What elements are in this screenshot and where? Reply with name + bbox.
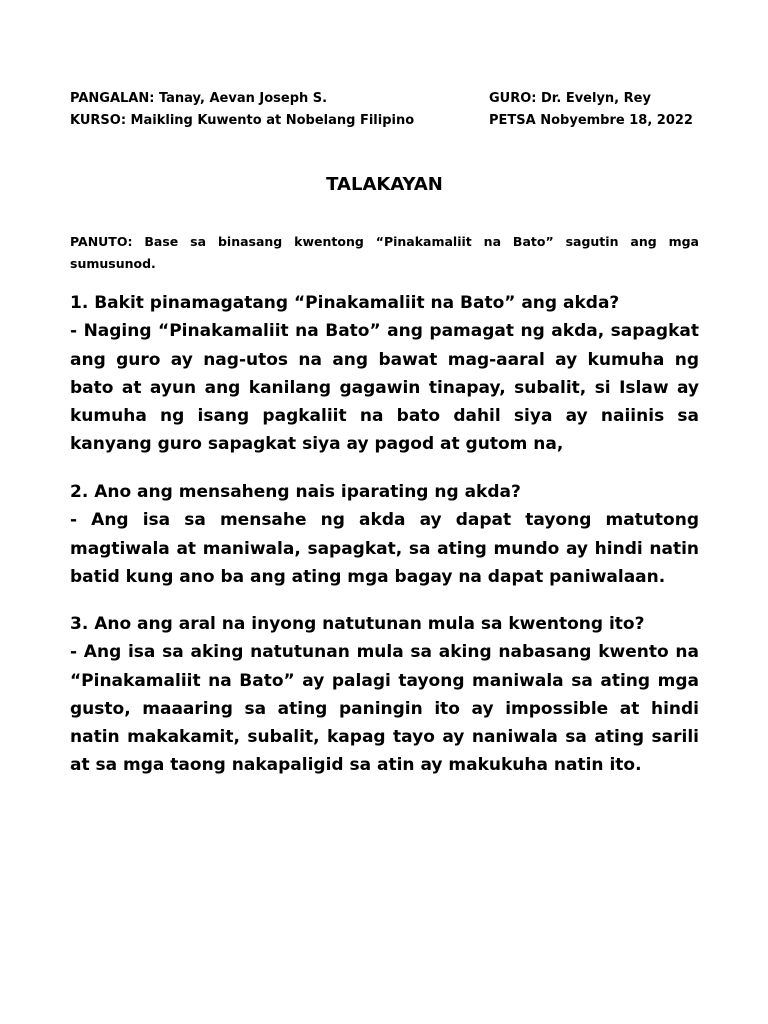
question-block-1 <box>70 289 699 459</box>
date-line: PETSA Nobyembre 18, 2022 <box>489 113 693 128</box>
question-text: 3. Ano ang aral na inyong natutunan mula sa kwentong ito? <box>70 614 645 634</box>
teacher-name: GURO: Dr. Evelyn, Rey <box>489 91 651 106</box>
header-row-1 <box>70 88 699 110</box>
header-row-2 <box>70 110 699 132</box>
course-name: KURSO: Maikling Kuwento at Nobelang Filipino <box>70 113 415 128</box>
answer-text: - Ang isa sa mensahe ng akda ay dapat tayong matutong magtiwala at maniwala, sapagkat, sa ating mundo ay hindi natin batid kung ano ba ang ating mga bagay na dapat paniwalaan. <box>70 510 699 587</box>
document-header <box>70 88 699 132</box>
instructions: PANUTO: Base sa binasang kwentong “Pinakamaliit na Bato” sagutin ang mga sumusunod. <box>70 234 699 271</box>
question-text: 1. Bakit pinamagatang “Pinakamaliit na Bato” ang akda? <box>70 293 620 313</box>
question-block-3 <box>70 610 699 780</box>
answer-text: - Ang isa sa aking natutunan mula sa aking nabasang kwento na “Pinakamaliit na Bato” ay palagi tayong maniwala sa ating mga gusto, maaaring sa ating paningin ito ay impossible at hindi natin makakamit, subalit, kapag tayo ay naniwala sa ating sarili at sa mga taong nakapaligid sa atin ay makukuha natin ito. <box>70 642 699 776</box>
document-title: TALAKAYAN <box>326 174 443 195</box>
question-text: 2. Ano ang mensaheng nais iparating ng akda? <box>70 482 521 502</box>
question-block-2 <box>70 478 699 591</box>
answer-text: - Naging “Pinakamaliit na Bato” ang pamagat ng akda, sapagkat ang guro ay nag-utos na ang bawat mag-aaral ay kumuha ng bato at ayun ang kanilang gagawin tinapay, subalit, si Islaw ay kumuha ng isang pagkaliit na bato dahil siya ay naiinis sa kanyang guro sapagkat siya ay pagod at gutom na, <box>70 321 699 455</box>
student-name: PANGALAN: Tanay, Aevan Joseph S. <box>70 91 328 106</box>
